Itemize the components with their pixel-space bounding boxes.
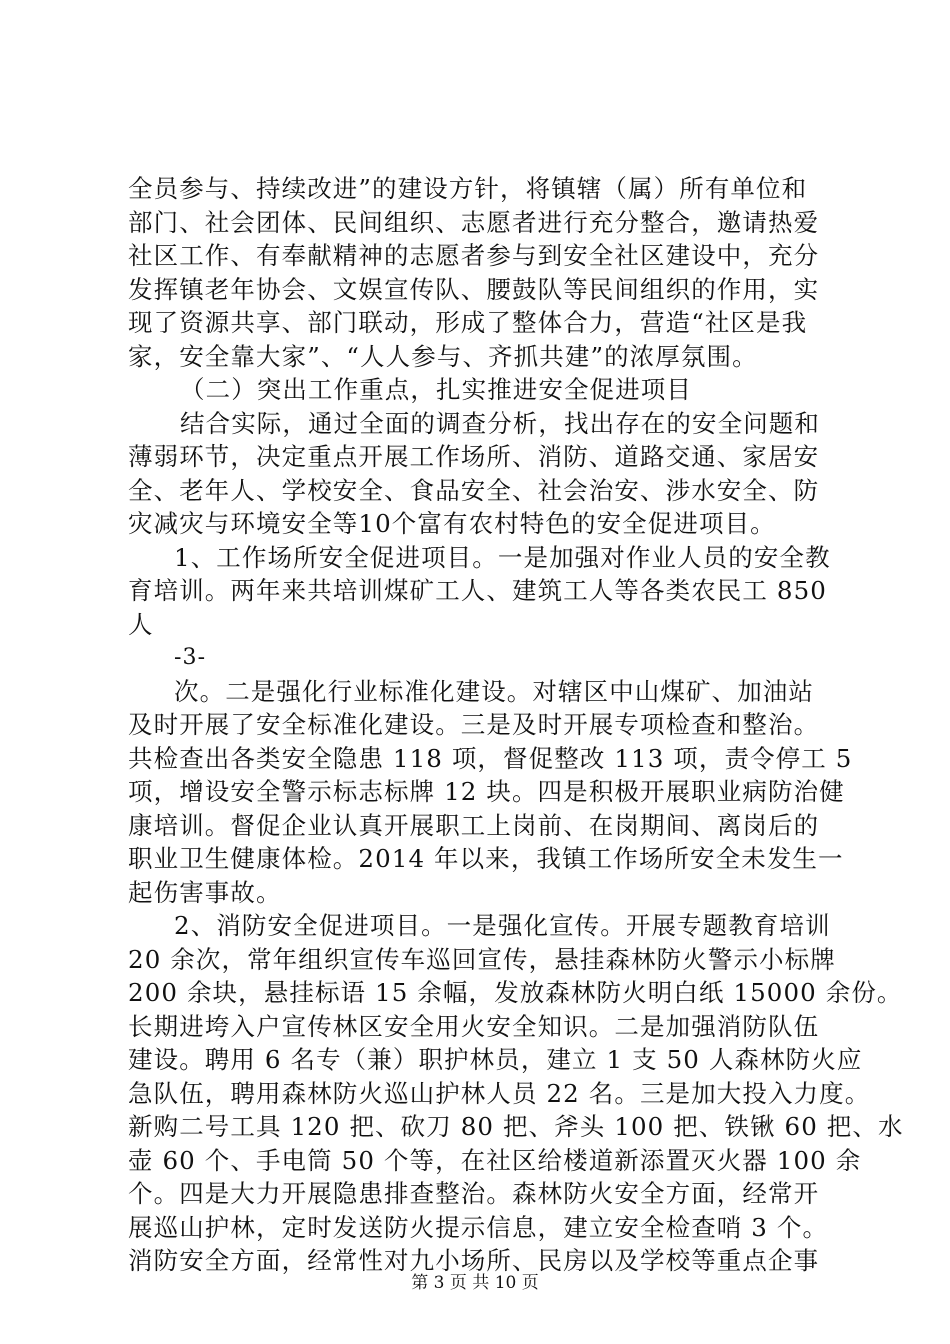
- text-line: 壶 60 个、手电筒 50 个等，在社区给楼道新添置灭火器 100 余: [128, 1145, 862, 1175]
- text-line: 200 余块，悬挂标语 15 余幅，发放森林防火明白纸 15000 余份。: [128, 978, 903, 1007]
- text-line: 部门、社会团体、民间组织、志愿者进行充分整合，邀请热爱: [128, 207, 820, 237]
- text-line: 全员参与、持续改进”的建设方针，将镇辖（属）所有单位和: [128, 174, 808, 203]
- text-line: 康培训。督促企业认真开展职工上岗前、在岗期间、离岗后的: [128, 810, 820, 840]
- text-line: 新购二号工具 120 把、砍刀 80 把、斧头 100 把、铁锹 60 把、水: [128, 1112, 904, 1141]
- text-line: 全、老年人、学校安全、食品安全、社会治安、涉水安全、防: [128, 475, 820, 505]
- section-heading: （二）突出工作重点，扎实推进安全促进项目: [180, 375, 692, 404]
- text-line: 社区工作、有奉献精神的志愿者参与到安全社区建设中，充分: [128, 241, 820, 270]
- text-line: 消防安全方面，经常性对九小场所、民房以及学校等重点企事: [128, 1246, 820, 1275]
- text-line: 共检查出各类安全隐患 118 项，督促整改 113 项，责令停工 5: [128, 743, 853, 773]
- document-body: [128, 172, 904, 1278]
- text-line: 结合实际，通过全面的调查分析，找出存在的安全问题和: [180, 408, 820, 438]
- text-line: 个。四是大力开展隐患排查整治。森林防火安全方面，经常开: [128, 1179, 820, 1208]
- text-line: 1、工作场所安全促进项目。一是加强对作业人员的安全教: [174, 542, 831, 572]
- page-footer: 第 3 页 共 10 页: [411, 1273, 539, 1293]
- inline-page-number: -3-: [174, 645, 207, 670]
- text-line: 2、消防安全促进项目。一是强化宣传。开展专题教育培训: [174, 911, 831, 940]
- text-line: 项，增设安全警示标志标牌 12 块。四是积极开展职业病防治健: [128, 777, 845, 806]
- text-line: 长期进垮入户宣传林区安全用火安全知识。二是加强消防队伍: [128, 1011, 820, 1041]
- text-line: 次。二是强化行业标准化建设。对辖区中山煤矿、加油站: [174, 676, 814, 706]
- text-line: 20 余次，常年组织宣传车巡回宣传，悬挂森林防火警示小标牌: [128, 944, 836, 974]
- text-line: 育培训。两年来共培训煤矿工人、建筑工人等各类农民工 850: [128, 576, 827, 605]
- text-line: 展巡山护林，定时发送防火提示信息，建立安全检查哨 3 个。: [128, 1212, 829, 1242]
- text-line: 建设。聘用 6 名专（兼）职护林员，建立 1 支 50 人森林防火应: [128, 1045, 863, 1074]
- text-line: 起伤害事故。: [128, 877, 282, 907]
- text-line: 发挥镇老年协会、文娱宣传队、腰鼓队等民间组织的作用，实: [128, 274, 820, 304]
- text-line: 现了资源共享、部门联动，形成了整体合力，营造“社区是我: [128, 308, 808, 337]
- text-line: 家，安全靠大家”、“人人参与、齐抓共建”的浓厚氛围。: [128, 341, 758, 371]
- text-line: 人: [128, 609, 154, 639]
- text-line: 职业卫生健康体检。2014 年以来，我镇工作场所安全未发生一: [128, 844, 844, 873]
- text-line: 灾减灾与环境安全等10个富有农村特色的安全促进项目。: [128, 509, 776, 538]
- text-line: 急队伍，聘用森林防火巡山护林人员 22 名。三是加大投入力度。: [128, 1078, 871, 1108]
- text-line: 及时开展了安全标准化建设。三是及时开展专项检查和整治。: [128, 710, 820, 739]
- text-line: 薄弱环节，决定重点开展工作场所、消防、道路交通、家居安: [128, 442, 820, 471]
